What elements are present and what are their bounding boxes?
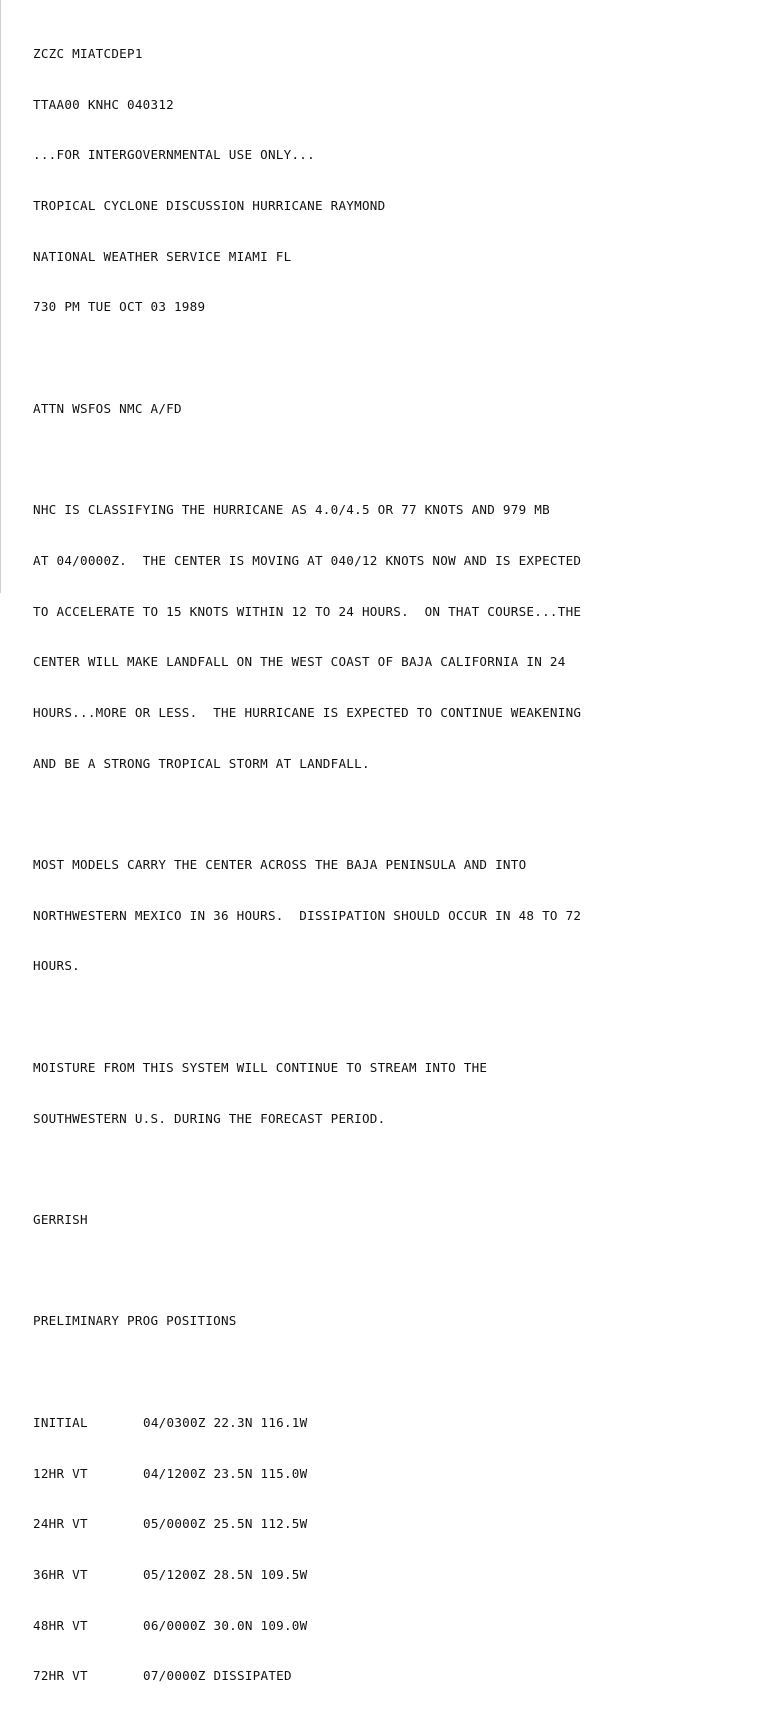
blank-line [33,1364,581,1381]
header-line: ...FOR INTERGOVERNMENTAL USE ONLY... [33,147,315,163]
attn-line: ATTN WSFOS NMC A/FD [33,400,182,416]
paragraph-line: HOURS. [33,958,80,974]
prog-value: 07/0000Z DISSIPATED [143,1668,292,1684]
prog-label: 36HR VT [33,1566,88,1582]
prog-label: 48HR VT [33,1617,88,1633]
prog-row [33,1415,581,1432]
paragraph-line: AT 04/0000Z. THE CENTER IS MOVING AT 040/12 KNOTS NOW AND IS EXPECTED [33,552,582,568]
discussion-text [33,12,581,1719]
header-line: ZCZC MIATCDEP1 [33,45,143,61]
header-title: TROPICAL CYCLONE DISCUSSION HURRICANE RAYMOND [33,197,386,213]
prog-label: 12HR VT [33,1465,88,1481]
paragraph-line: NORTHWESTERN MEXICO IN 36 HOURS. DISSIPATION SHOULD OCCUR IN 48 TO 72 [33,907,582,923]
prog-label: 72HR VT [33,1668,88,1684]
blank-line [33,1263,581,1280]
paragraph-line: MOST MODELS CARRY THE CENTER ACROSS THE BAJA PENINSULA AND INTO [33,857,527,873]
blank-line [33,1009,581,1026]
prog-row [33,1668,581,1685]
prog-title: PRELIMINARY PROG POSITIONS [33,1313,237,1329]
blank-line [33,806,581,823]
paragraph-line: TO ACCELERATE TO 15 KNOTS WITHIN 12 TO 24 HOURS. ON THAT COURSE...THE [33,603,582,619]
prog-row [33,1618,581,1635]
blank-line [33,350,581,367]
prog-label: 24HR VT [33,1516,88,1532]
prog-label: INITIAL [33,1414,88,1430]
signature: GERRISH [33,1211,88,1227]
paragraph-line: CENTER WILL MAKE LANDFALL ON THE WEST COAST OF BAJA CALIFORNIA IN 24 [33,654,566,670]
prog-row [33,1516,581,1533]
prog-value: 06/0000Z 30.0N 109.0W [143,1617,308,1633]
blank-line [33,451,581,468]
paragraph-line: NHC IS CLASSIFYING THE HURRICANE AS 4.0/4.5 OR 77 KNOTS AND 979 MB [33,502,550,518]
paragraph-line: HOURS...MORE OR LESS. THE HURRICANE IS EXPECTED TO CONTINUE WEAKENING [33,704,582,720]
prog-value: 05/1200Z 28.5N 109.5W [143,1566,308,1582]
header-timestamp: 730 PM TUE OCT 03 1989 [33,299,206,315]
prog-value: 04/1200Z 23.5N 115.0W [143,1465,308,1481]
paragraph-line: AND BE A STRONG TROPICAL STORM AT LANDFALL. [33,755,370,771]
prog-row [33,1567,581,1584]
prog-row [33,1466,581,1483]
paragraph-line: MOISTURE FROM THIS SYSTEM WILL CONTINUE TO STREAM INTO THE [33,1059,488,1075]
prog-value: 04/0300Z 22.3N 116.1W [143,1414,308,1430]
paragraph-line: SOUTHWESTERN U.S. DURING THE FORECAST PERIOD. [33,1110,386,1126]
blank-line [33,1161,581,1178]
header-office: NATIONAL WEATHER SERVICE MIAMI FL [33,248,292,264]
header-line: TTAA00 KNHC 040312 [33,96,174,112]
prog-value: 05/0000Z 25.5N 112.5W [143,1516,308,1532]
